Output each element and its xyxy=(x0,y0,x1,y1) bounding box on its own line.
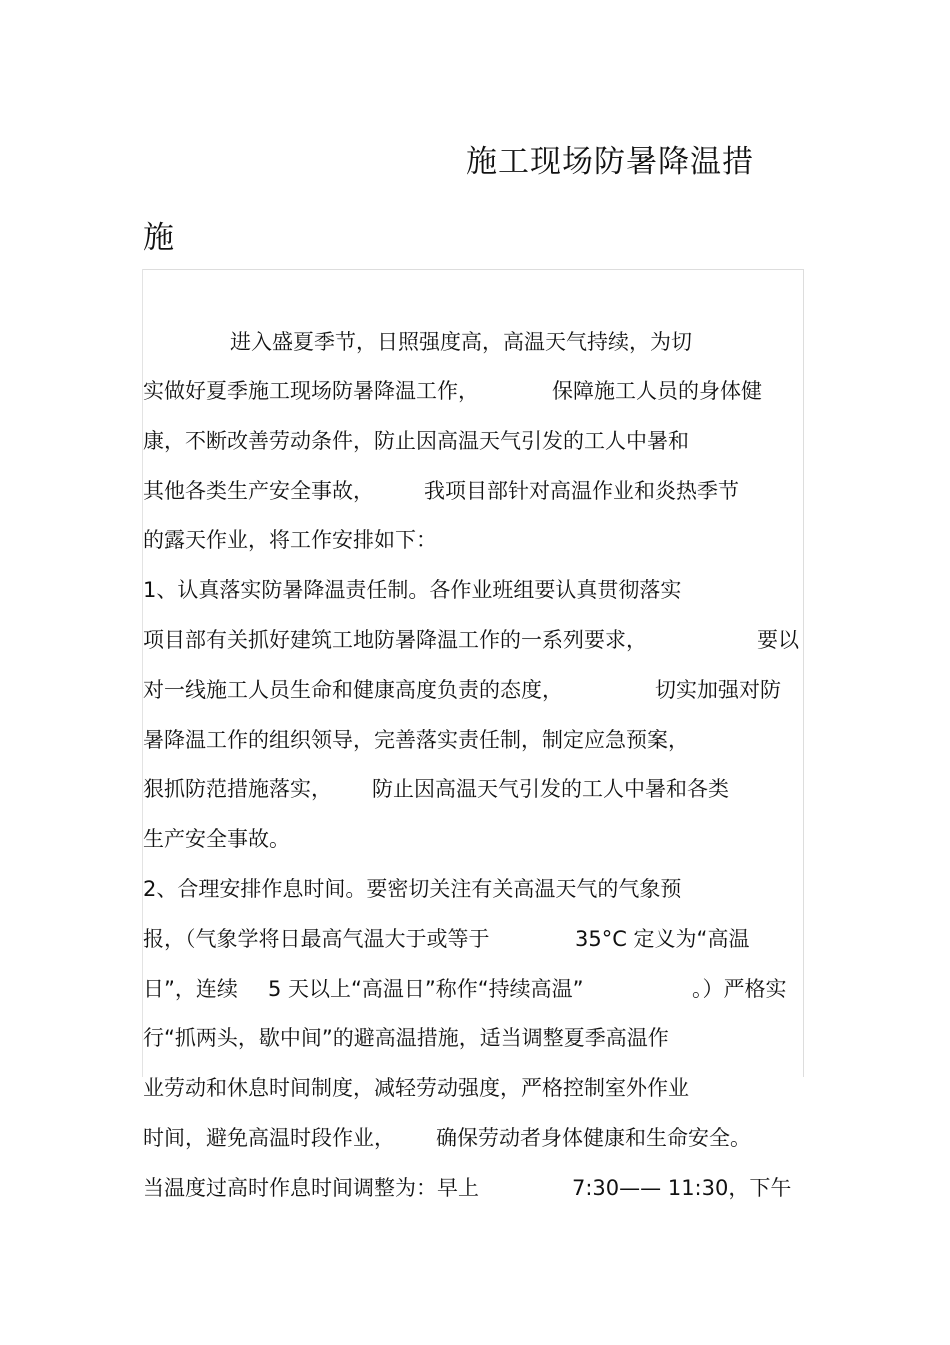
text-segment: 实做好夏季施工现场防暑降温工作， xyxy=(143,379,479,403)
text-segment: 保障施工人员的身体健 xyxy=(552,379,762,403)
text-segment: 我项目部针对高温作业和炎热季节 xyxy=(424,479,739,503)
text-segment: 5 天以上“高温日”称作“持续高温” xyxy=(268,977,584,1001)
text-segment: 时间，避免高温时段作业， xyxy=(143,1126,395,1150)
frame-top-border xyxy=(142,269,804,270)
text-segment: 暑降温工作的组织领导，完善落实责任制，制定应急预案， xyxy=(143,728,689,752)
text-segment: 报，（气象学将日最高气温大于或等于 xyxy=(143,927,490,951)
document-title-line-2: 施 xyxy=(143,220,175,256)
text-segment: 康，不断改善劳动条件，防止因高温天气引发的工人中暑和 xyxy=(143,429,689,453)
text-segment: 当温度过高时作息时间调整为：早上 xyxy=(143,1176,479,1200)
text-segment: 切实加强对防 xyxy=(655,678,781,702)
text-segment: 防止因高温天气引发的工人中暑和各类 xyxy=(372,777,729,801)
text-segment: 确保劳动者身体健康和生命安全。 xyxy=(436,1126,751,1150)
text-segment: 7:30—— 11:30，下午 xyxy=(572,1176,792,1200)
text-segment: 日”，连续 xyxy=(143,977,238,1001)
text-segment: 2、合理安排作息时间。要密切关注有关高温天气的气象预 xyxy=(143,877,682,901)
text-segment: 对一线施工人员生命和健康高度负责的态度， xyxy=(143,678,563,702)
text-segment: 狠抓防范措施落实， xyxy=(143,777,332,801)
text-segment: 其他各类生产安全事故， xyxy=(143,479,374,503)
text-segment: 业劳动和休息时间制度，减轻劳动强度，严格控制室外作业 xyxy=(143,1076,689,1100)
text-segment: 行“抓两头，歇中间”的避高温措施，适当调整夏季高温作 xyxy=(143,1026,669,1050)
frame-right-border xyxy=(803,269,804,1077)
text-segment: 项目部有关抓好建筑工地防暑降温工作的一系列要求， xyxy=(143,628,647,652)
text-segment: 生产安全事故。 xyxy=(143,827,290,851)
text-segment: 要以 xyxy=(757,628,799,652)
text-segment: 。）严格实 xyxy=(692,977,787,1001)
text-segment: 35°C 定义为“高温 xyxy=(575,927,750,951)
document-title-line-1: 施工现场防暑降温措 xyxy=(466,144,754,180)
text-segment: 进入盛夏季节，日照强度高，高温天气持续，为切 xyxy=(230,330,692,354)
text-segment: 1、认真落实防暑降温责任制。各作业班组要认真贯彻落实 xyxy=(143,578,682,602)
text-segment: 的露天作业，将工作安排如下： xyxy=(143,528,437,552)
